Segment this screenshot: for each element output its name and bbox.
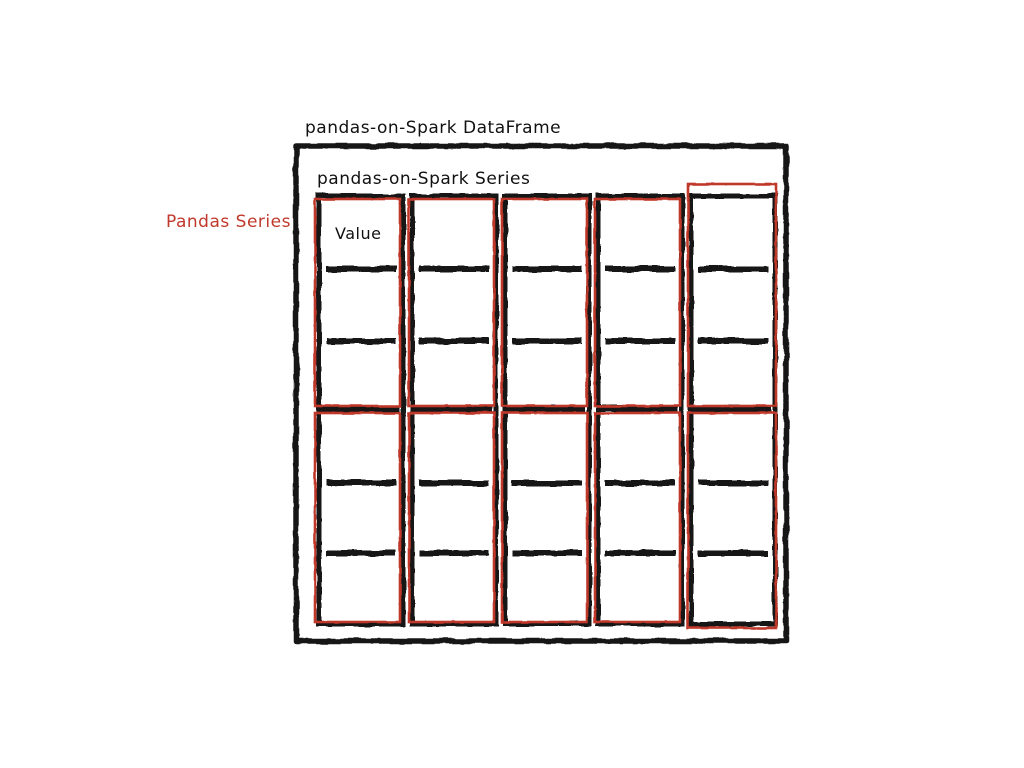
pandas-series-label: Pandas Series [166,212,291,232]
row-separators [321,269,771,553]
dataframe-label: pandas-on-Spark DataFrame [305,118,562,138]
pandas-series-highlights [315,184,776,628]
spark-series-label: pandas-on-Spark Series [317,169,531,189]
value-label: Value [335,224,382,243]
dataframe-outer-box [296,146,786,641]
